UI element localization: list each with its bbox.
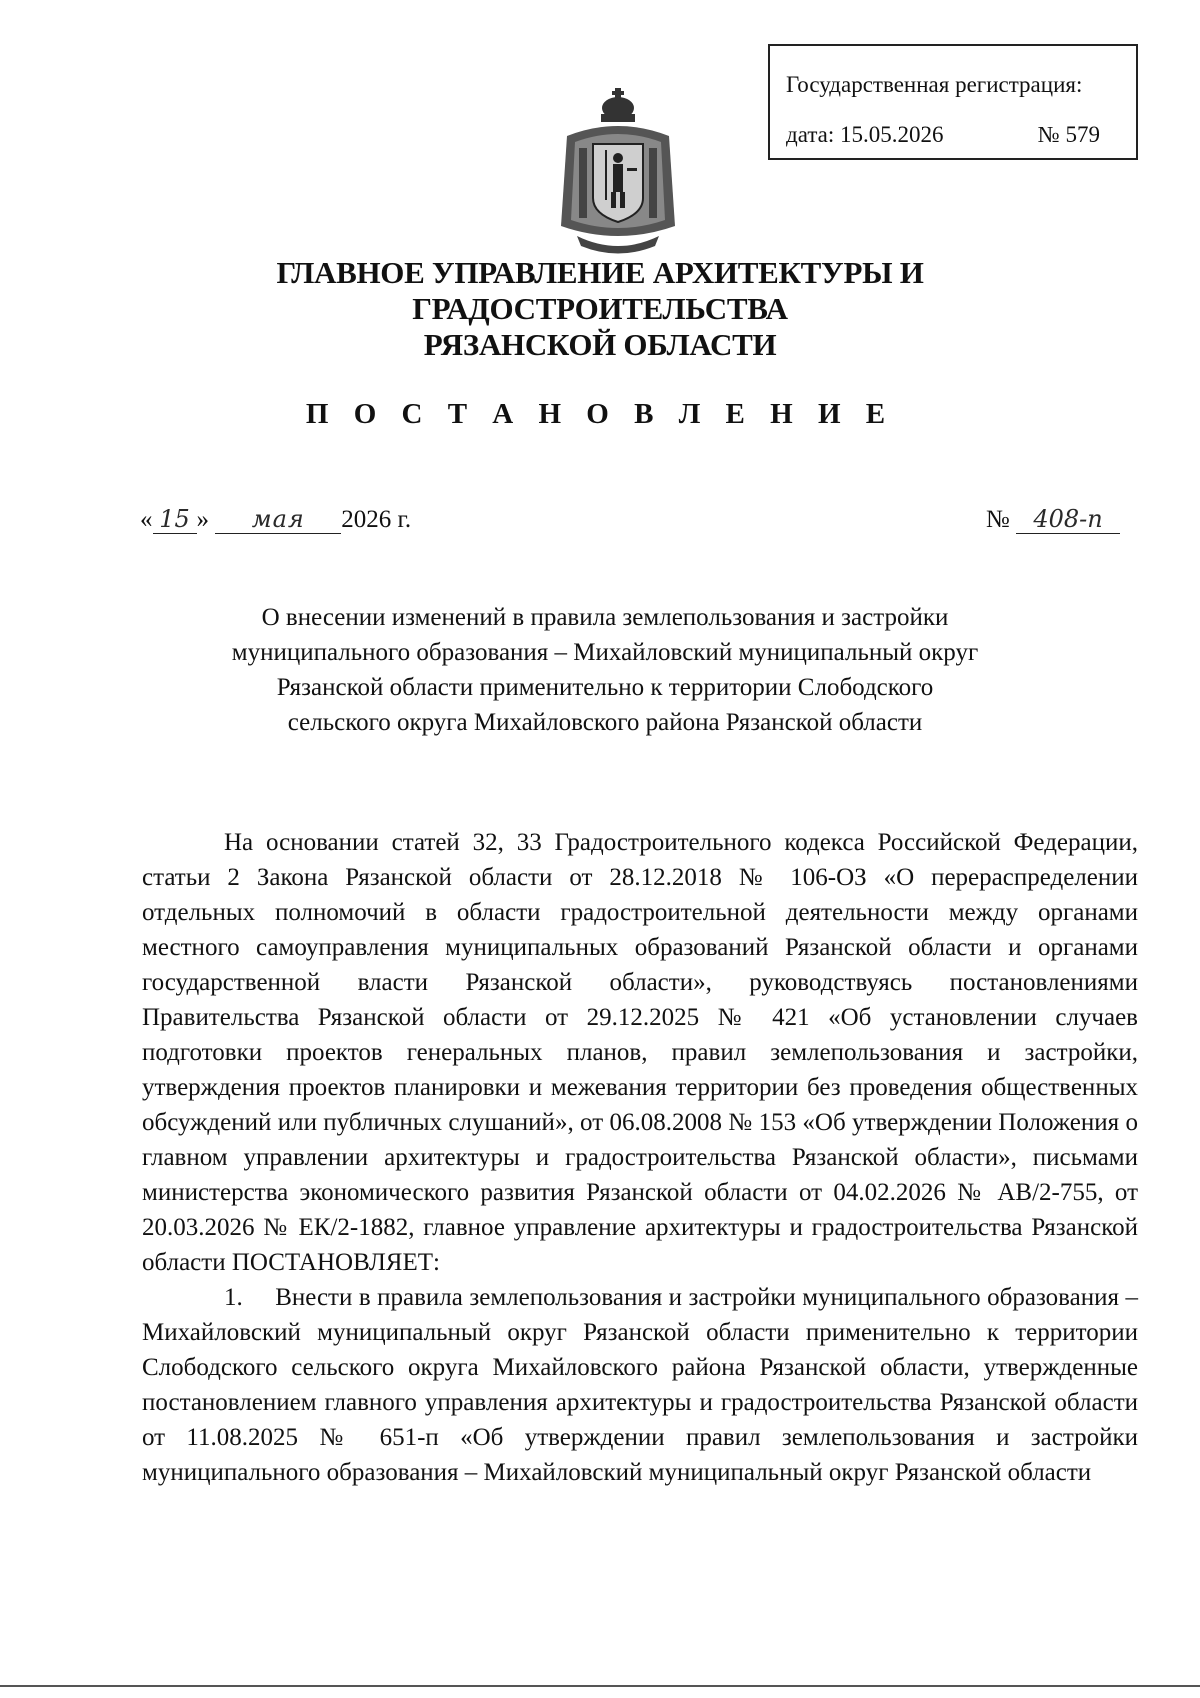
document-body <box>142 825 1138 1490</box>
registration-label: Государственная регистрация: <box>786 72 1083 97</box>
subject-line: О внесении изменений в правила землепользования и застройки <box>261 604 949 631</box>
document-number-handwritten: 408-п <box>1016 505 1120 534</box>
date-day-handwritten: 15 <box>153 505 197 534</box>
organization-name-line1: ГЛАВНОЕ УПРАВЛЕНИЕ АРХИТЕКТУРЫ И ГРАДОСТРОИТЕЛЬСТВА <box>276 255 924 326</box>
date-open-quote: « <box>140 506 153 533</box>
page-bottom-edge <box>0 1685 1200 1687</box>
registration-number: № 579 <box>1037 122 1100 147</box>
subject-line: муниципального образования – Михайловский муниципальный округ <box>231 639 979 666</box>
subject-line: сельского округа Михайловского района Рязанской области <box>287 709 923 736</box>
date-number-line <box>140 505 1120 545</box>
date-year: 2026 г. <box>341 506 412 533</box>
organization-name-line2: РЯЗАНСКОЙ ОБЛАСТИ <box>423 327 777 362</box>
date-month-handwritten: мая <box>215 505 341 534</box>
document-subject <box>190 600 1020 740</box>
registration-date: дата: 15.05.2026 <box>786 122 944 147</box>
coat-of-arms-icon <box>557 86 679 256</box>
registration-stamp <box>768 44 1138 160</box>
document-number <box>986 505 1120 534</box>
number-sign: № <box>985 506 1010 533</box>
subject-line: Рязанской области применительно к территории Слободского <box>276 674 934 701</box>
item-1-text: Внести в правила землепользования и застройки муниципального образования – Михайловский муниципальный округ Рязанской области применительно к территории Слободского сельского округа Михайловского района Рязанской области, утвержденные постановлением главного управления архитектуры и градостроительства Рязанской области от 11.08.2025 № 651-п «Об утверждении правил землепользования и застройки муниципального образования – Михайловский муниципальный округ Рязанской области <box>142 1284 1138 1486</box>
registration-details <box>786 110 1124 160</box>
item-1-paragraph <box>142 1280 1138 1490</box>
document-type-title: П О С Т А Н О В Л Е Н И Е <box>305 398 895 430</box>
preamble-paragraph: На основании статей 32, 33 Градостроительного кодекса Российской Федерации, статьи 2 Закона Рязанской области от 28.12.2018 № 106-ОЗ «О перераспределении отдельных полномочий в области градостроительной деятельности между органами местного самоуправления муниципальных образований Рязанской области и органами государственной власти Рязанской области», руководствуясь постановлениями Правительства Рязанской области от 29.12.2025 № 421 «Об установлении случаев подготовки проектов генеральных планов, правил землепользования и застройки, утверждения проектов планировки и межевания территории без проведения общественных обсуждений или публичных слушаний», от 06.08.2008 № 153 «Об утверждении Положения о главном управлении архитектуры и градостроительства Рязанской области», письмами министерства экономического развития Рязанской области от 04.02.2026 № АВ/2-755, от 20.03.2026 № ЕК/2-1882, главное управление архитектуры и градостроительства Рязанской области ПОСТАНОВЛЯЕТ: <box>142 829 1138 1276</box>
date-close-quote: » <box>196 506 209 533</box>
document-date <box>140 505 411 534</box>
item-1-number: 1. <box>224 1284 243 1311</box>
organization-name <box>100 255 1100 363</box>
